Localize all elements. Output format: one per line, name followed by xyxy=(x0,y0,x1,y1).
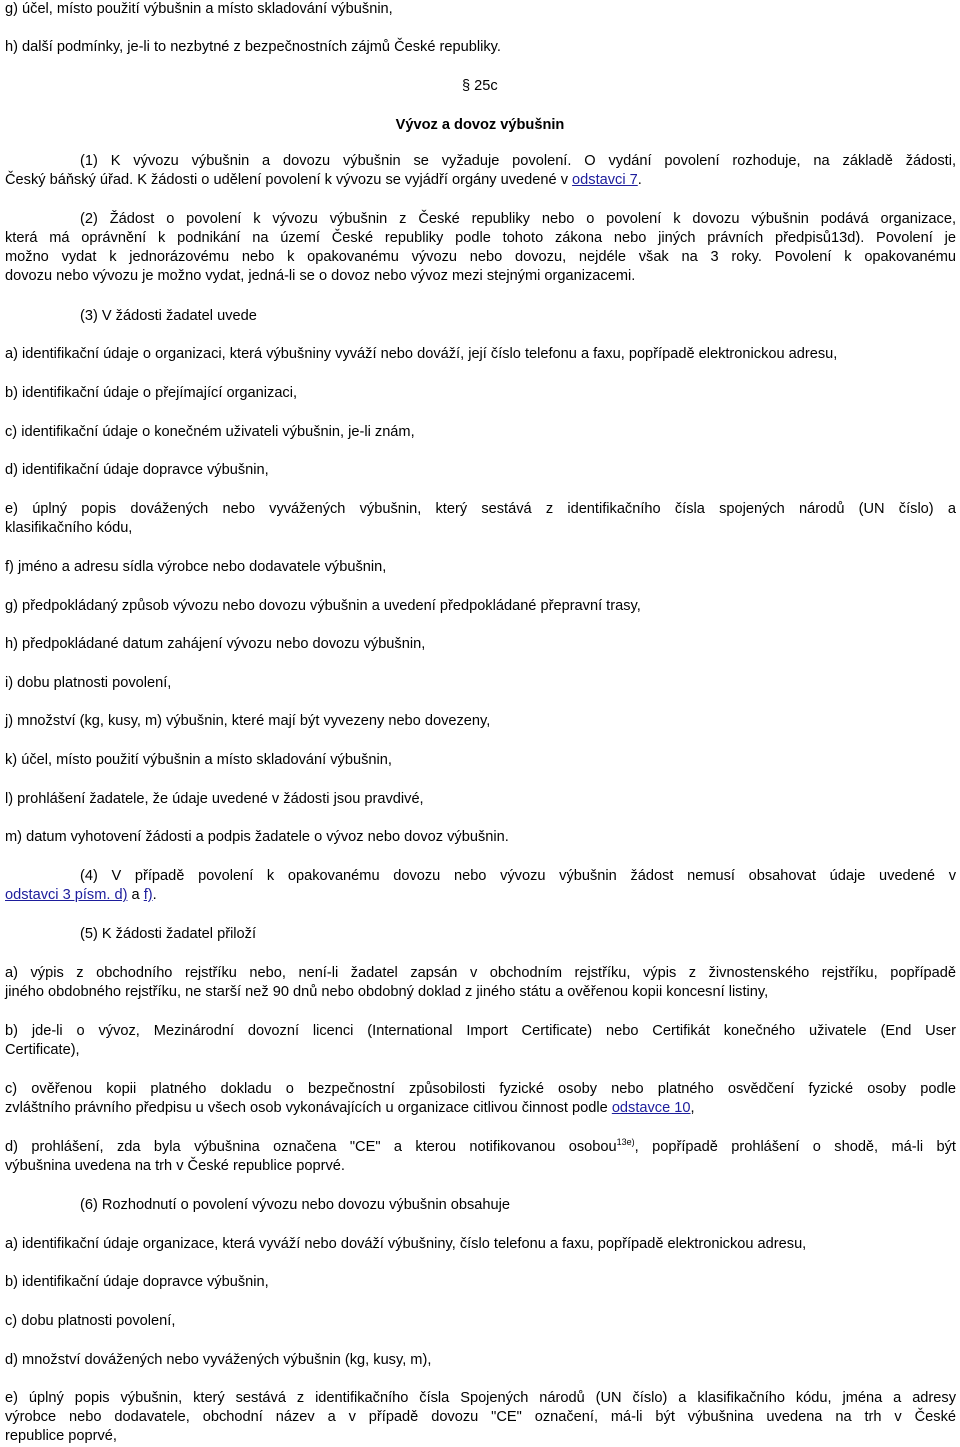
link-odstavci-3-pism-d[interactable]: odstavci 3 písm. d) xyxy=(5,887,128,903)
p3-item-h: h) předpokládané datum zahájení vývozu nebo dovozu výbušnin, xyxy=(5,636,426,652)
section-title: Vývoz a dovoz výbušnin xyxy=(395,117,565,133)
p3-item-e-line-1: e) úplný popis dovážených nebo vyvážených výbušnin, který sestává z identifikačního čísla spojených národů (UN číslo) a xyxy=(5,501,956,517)
paragraph-2-line-2: která má oprávnění k podnikání na území České republiky podle tohoto zákona nebo jiných právních předpisů13d). Povolení je xyxy=(5,230,956,246)
p6-item-e-line-2: výrobce nebo dodavatele, obchodní název a v případě dovozu "CE" označení, má-li být výbušnina uvedena na trh v České xyxy=(5,1409,956,1425)
p5-item-d-line-2: výbušnina uvedena na trh v České republice poprvé. xyxy=(5,1158,345,1174)
p5-item-c-line-1: c) ověřenou kopii platného dokladu o bezpečnostní způsobilosti fyzické osoby nebo platného osvědčení fyzické osoby podle xyxy=(5,1081,956,1097)
section-sign-icon: § xyxy=(462,78,475,94)
paragraph-1-line-2: Český báňský úřad. K žádosti o udělení povolení k vývozu se vyjádří orgány uvedené v odstavci 7. xyxy=(5,172,642,188)
p3-item-f: f) jméno a adresu sídla výrobce nebo dodavatele výbušnin, xyxy=(5,559,387,575)
p3-item-m: m) datum vyhotovení žádosti a podpis žadatele o vývoz nebo dovoz výbušnin. xyxy=(5,829,509,845)
paragraph-3: (3) V žádosti žadatel uvede xyxy=(80,308,257,324)
p3-item-g: g) předpokládaný způsob vývozu nebo dovozu výbušnin a uvedení předpokládané přepravní trasy, xyxy=(5,598,641,614)
paragraph-5: (5) K žádosti žadatel přiloží xyxy=(80,926,257,942)
p3-item-l: l) prohlášení žadatele, že údaje uvedené v žádosti jsou pravdivé, xyxy=(5,791,424,807)
paragraph-2-line-3: možno vydat k jednorázovému nebo k opakovanému vývozu nebo dovozu, nejdéle však na 3 roky. Povolení k opakovanému xyxy=(5,249,956,265)
p6-item-c: c) dobu platnosti povolení, xyxy=(5,1313,176,1329)
paragraph-2-line-4: dovozu nebo vývozu je možno vydat, jedná-li se o dovoz nebo vývoz mezi stejnými organizacemi. xyxy=(5,268,636,284)
paragraph-2-line-1: (2) Žádost o povolení k vývozu výbušnin z České republiky nebo o povolení k dovozu výbušnin podává organizace, xyxy=(80,211,956,227)
p3-item-e-line-2: klasifikačního kódu, xyxy=(5,520,133,536)
link-odstavce-10[interactable]: odstavce 10 xyxy=(611,1100,691,1116)
item-g: g) účel, místo použití výbušnin a místo skladování výbušnin, xyxy=(5,1,393,17)
p3-item-b: b) identifikační údaje o přejímající organizaci, xyxy=(5,385,298,401)
paragraph-6: (6) Rozhodnutí o povolení vývozu nebo dovozu výbušnin obsahuje xyxy=(80,1197,510,1213)
p5-item-a-line-2: jiného obdobného rejstříku, ne starší než 90 dnů nebo obdobný doklad z jiného státu a ověřenou kopii koncesní listiny, xyxy=(5,984,769,1000)
p6-item-d: d) množství dovážených nebo vyvážených výbušnin (kg, kusy, m), xyxy=(5,1352,432,1368)
paragraph-4-line-1: (4) V případě povolení k opakovanému dovozu nebo vývozu výbušnin žádost nemusí obsahovat údaje uvedené v xyxy=(80,868,956,884)
p5-item-b-line-1: b) jde-li o vývoz, Mezinárodní dovozní licenci (International Import Certificate) nebo Certifikát konečného uživatele (End User xyxy=(5,1023,956,1039)
p5-item-d-line-1: d) prohlášení, zda byla výbušnina označena "CE" a kterou notifikovanou osobou$^{13e)}$, popřípadě prohlášení o shodě, má-li být xyxy=(5,1137,956,1155)
p3-item-k: k) účel, místo použití výbušnin a místo skladování výbušnin, xyxy=(5,752,392,768)
section-number: § 25c xyxy=(462,78,498,94)
p6-item-a: a) identifikační údaje organizace, která vyváží nebo dováží výbušniny, číslo telefonu a faxu, popřípadě elektronickou adresu, xyxy=(5,1236,807,1252)
p5-item-b-line-2: Certificate), xyxy=(5,1042,80,1058)
item-h: h) další podmínky, je-li to nezbytné z bezpečnostních zájmů České republiky. xyxy=(5,39,501,55)
p6-item-e-line-1: e) úplný popis výbušnin, který sestává z identifikačního čísla Spojených národů (UN číslo) a klasifikačního kódu, jména a adresy xyxy=(5,1390,956,1406)
paragraph-4-line-2: odstavci 3 písm. d) a f). xyxy=(5,887,157,903)
p6-item-b: b) identifikační údaje dopravce výbušnin, xyxy=(5,1274,269,1290)
p6-item-e-line-3: republice poprvé, xyxy=(5,1428,117,1444)
p3-item-j: j) množství (kg, kusy, m) výbušnin, které mají být vyvezeny nebo dovezeny, xyxy=(5,713,491,729)
footnote-13e: 13e) xyxy=(616,1137,635,1147)
p3-item-i: i) dobu platnosti povolení, xyxy=(5,675,172,691)
p3-item-a: a) identifikační údaje o organizaci, která výbušniny vyváží nebo dováží, její číslo telefonu a faxu, popřípadě elektronickou adresu, xyxy=(5,346,838,362)
p3-item-d: d) identifikační údaje dopravce výbušnin, xyxy=(5,462,269,478)
paragraph-1-line-1: (1) K vývozu výbušnin a dovozu výbušnin se vyžaduje povolení. O vydání povolení rozhoduje, na základě žádosti, xyxy=(80,153,956,169)
link-f[interactable]: f) xyxy=(143,887,153,903)
p3-item-c: c) identifikační údaje o konečném uživateli výbušnin, je-li znám, xyxy=(5,424,415,440)
link-odstavci-7[interactable]: odstavci 7 xyxy=(572,172,638,188)
p5-item-a-line-1: a) výpis z obchodního rejstříku nebo, není-li žadatel zapsán v obchodním rejstříku, výpis z živnostenského rejstříku, popřípadě xyxy=(5,965,956,981)
p5-item-c-line-2: zvláštního právního předpisu u všech osob vykonávajících u organizace citlivou činnost podle odstavce 10, xyxy=(5,1100,695,1116)
